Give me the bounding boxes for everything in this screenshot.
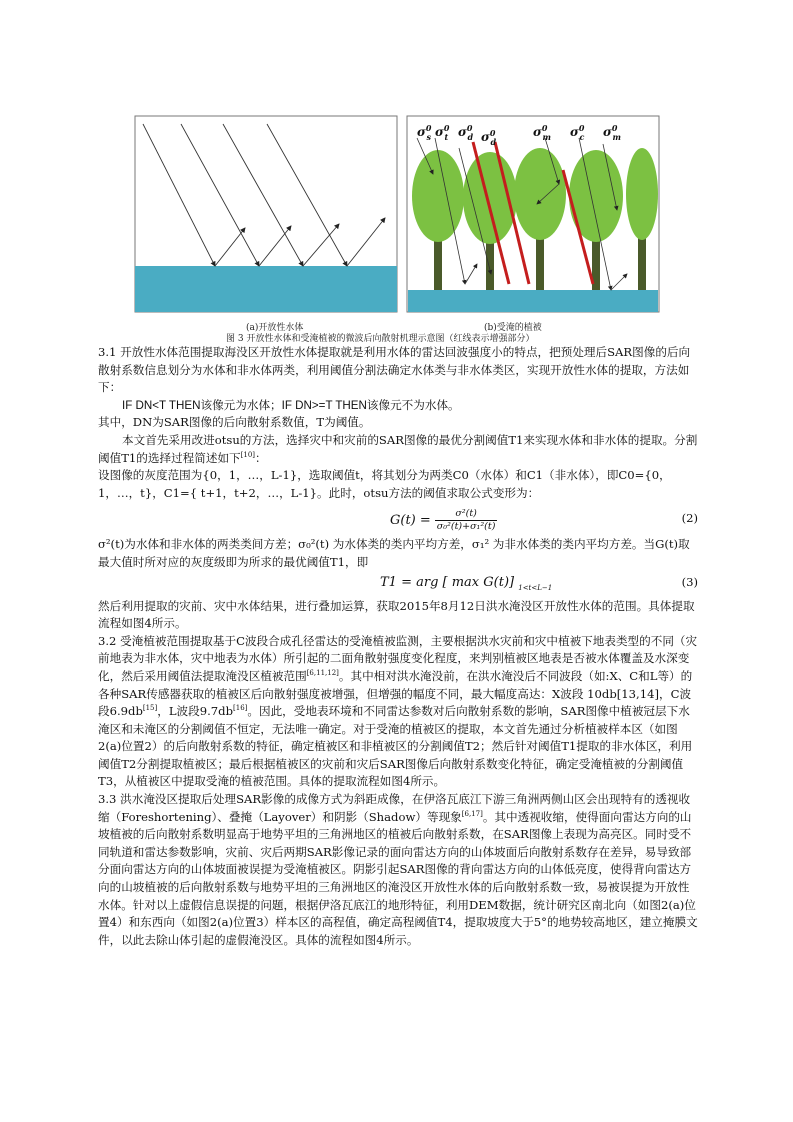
svg-text:σ0t: $\sigma^0$ t xyxy=(435,123,450,142)
svg-text:σ0d: $\sigma^0$ d xyxy=(458,123,474,142)
citation: [6,17] xyxy=(461,809,483,818)
section-3-2-para-1: 3.2 受淹植被范围提取基于C波段合成孔径雷达的受淹植被监测，主要根据洪水灾前和灾中植被下地表类型的不同（灾前地表为非水体，灾中地表为水体）所引起的二面角散射强度变化程度，来判别植被区地表是否被水体覆盖及水深变化，然后采用阈值法提取淹没区植被范围[6,11,12]。其中相对洪水淹没前，在洪水淹没后不同波段（如:X、C和L等）的各种SAR传感器获取的植被区后向散射强度被增强，但增强的幅度不同，最大幅度高达：X波段 10db[13,14]，C波段6.9db[15]，L波段9.7db[16]。因此，受地表环境和不同雷达参数对后向散射系数的影响，SAR图像中植被冠层下水淹区和未淹区的分割阈值不恒定，无法唯一确定。对于受淹的植被区的提取，本文首先通过分析植被样本区（如图2(a)位置2）的后向散射系数的特征，确定植被区和非植被区的分割阈值T2；然后针对阈值T1提取的非水体区，利用阈值T2分割提取植被区；最后根据植被区的灾前和灾后SAR图像后向散射系数变化特征，确定受淹植被的分割阈值T3，从植被区中提取受淹的植被范围。具体的提取流程如图4所示。 xyxy=(98,633,698,789)
section-title: 洪水淹没区提取后处理 xyxy=(120,792,237,807)
equation-3: T1 = arg [ max G(t)] $_{1<t<L-1}$ (3) xyxy=(380,574,698,592)
citation: [6,11,12] xyxy=(306,669,339,678)
svg-text:σ0c: $\sigma^0$ c xyxy=(570,123,585,142)
body-text xyxy=(98,344,698,949)
section-3-1-para-6: 然后利用提取的灾前、灾中水体结果，进行叠加运算，获取2015年8月12日洪水淹没区开放性水体的范围。具体提取流程如图4所示。 xyxy=(98,598,695,631)
section-number: 3.1 xyxy=(98,345,117,359)
equation-2: G(t) = $\frac{\text{σ²(t)}}{\text{σ₀²(t)+σ₁²(t)}}$ (2) xyxy=(390,508,698,533)
threshold-rule: IF DN<T THEN该像元为水体；IF DN>=T THEN该像元不为水体。 xyxy=(122,398,460,412)
section-number: 3.2 xyxy=(98,633,117,648)
figure-caption: 图 3 开放性水体和受淹植被的微波后向散射机理示意图（红线表示增强部分） xyxy=(226,334,535,344)
water-surface xyxy=(135,266,397,312)
water-surface xyxy=(408,290,658,312)
section-3-1-para-3: 本文首先采用改进otsu的方法，选择灾中和灾前的SAR图像的最优分割阈值T1来实现水体和非水体的提取。分割阈值T1的选择过程简述如下[10]： xyxy=(98,432,698,465)
section-number: 3.3 xyxy=(98,792,117,807)
citation: [15] xyxy=(142,704,158,713)
svg-text:σ0m: $\sigma^0$ m xyxy=(533,123,551,142)
section-title: 受淹植被范围提取 xyxy=(120,633,213,648)
section-3-1-para-1: 3.1 开放性水体范围提取海没区开放性水体提取就是利用水体的雷达回波强度小的特点，把预处理后SAR图像的后向散射系数信息划分为水体和非水体两类，利用阈值分割法确定水体类与非水体类区，实现开放性水体的提取，方法如下： xyxy=(98,345,691,395)
panel-open-water xyxy=(135,116,397,312)
panel-flooded-vegetation xyxy=(407,116,659,312)
section-3-1-para-4: 设图像的灰度范围为{0，1，…，L-1}，选取阈值t，将其划分为两类C0（水体）和C1（非水体），即C0={0，1，…，t}，C1={ t+1，t+2，…，L-1}。此时，otsu方法的阈值求取公式变形为： xyxy=(98,468,671,500)
equation-number: (3) xyxy=(681,574,698,589)
left-panel-caption: (a)开放性水体 xyxy=(246,323,304,333)
equation-number: (2) xyxy=(681,511,698,526)
svg-text:σ0d: $\sigma^0$ d xyxy=(481,128,497,147)
svg-text:σ0s: $\sigma^0$ s xyxy=(417,123,432,142)
section-3-1-para-5: σ²(t)为水体和非水体的两类类间方差；σ₀²(t) 为水体类的类内平均方差，σ₁² 为非水体类的类内平均方差。当G(t)取最大值时所对应的灰度级即为所求的最优阈值T1，即 xyxy=(98,537,690,569)
citation: [16] xyxy=(233,704,248,713)
citation: [10] xyxy=(240,450,256,459)
section-3-1-para-2: 其中，DN为SAR图像的后向散射系数值，T为阈值。 xyxy=(98,415,371,430)
svg-text:σ0m: $\sigma^0$ m xyxy=(603,123,621,142)
section-title: 开放性水体范围提取 xyxy=(120,345,225,359)
section-3-3-para-1: 3.3 洪水淹没区提取后处理SAR影像的成像方式为斜距成像，在伊洛瓦底江下游三角洲两侧山区会出现特有的透视收缩（Foreshortening）、叠掩（Layover）和阴影（Shadow）等现象[6,17]。其中透视收缩，使得面向雷达方向的山坡植被的后向散射系数明显高于地势平坦的三角洲地区的植被后向散射系数，在SAR图像上表现为高亮区。同时受不同轨道和雷达参数影响，灾前、灾后两期SAR影像记录的面向雷达方向的山体坡面后向散射系数存在差异，易导致部分面向雷达方向的山体坡面被误提为受淹植被区。阴影引起SAR图像的背向雷达方向的山体低亮度，使得背向雷达方向的山坡植被的后向散射系数与地势平坦的三角洲地区的淹没区开放性水体的后向散射系数一致，易被误提为开放性水体。针对以上虚假信息误提的问题，根据伊洛瓦底江的地形特征，利用DEM数据，统计研究区南北向（如图2(a)位置4）和东西向（如图2(a)位置3）样本区的高程值，确定高程阈值T4，提取坡度大于5°的地势较高地区，建立掩膜文件，以此去除山体引起的虚假淹没区。具体的流程如图4所示。 xyxy=(98,792,698,947)
figure-3-illustration xyxy=(133,114,661,320)
right-panel-caption: (b)受淹的植被 xyxy=(484,323,542,333)
